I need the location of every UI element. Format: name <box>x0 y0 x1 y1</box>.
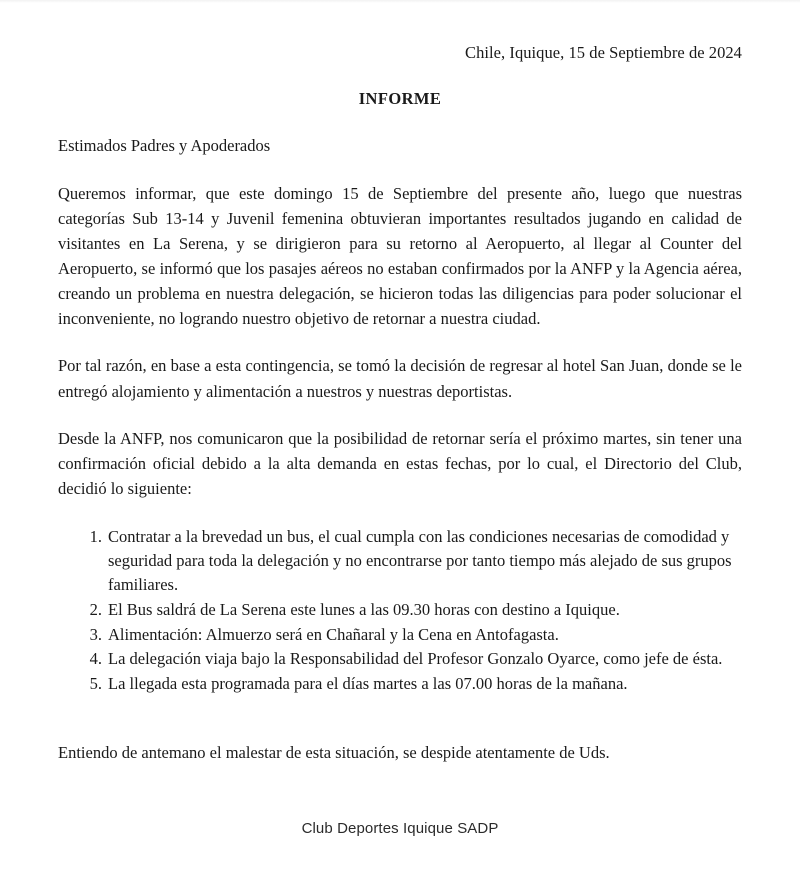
document-content <box>58 0 742 766</box>
list-item-text: La delegación viaja bajo la Responsabilidad del Profesor Gonzalo Oyarce, como jefe de ésta. <box>108 649 723 669</box>
closing-paragraph: Entiendo de antemano el malestar de esta situación, se despide atentamente de Uds. <box>58 743 610 763</box>
list-item <box>82 525 742 597</box>
list-item-text: Contratar a la brevedad un bus, el cual cumpla con las condiciones necesarias de comodidad y seguridad para toda la delegación y no encontrarse por tanto tiempo más alejado de sus grupos familiares. <box>108 526 732 594</box>
list-item <box>82 598 742 622</box>
page-title: INFORME <box>358 89 442 108</box>
list-item-number: 3. <box>89 624 102 644</box>
list-item-text: La llegada esta programada para el días martes a las 07.00 horas de la mañana. <box>108 674 628 694</box>
body-paragraph-3: Desde la ANFP, nos comunicaron que la posibilidad de retornar sería el próximo martes, sin tener una confirmación oficial debido a la alta demanda en estas fechas, por lo cual, el Directorio del Club, decidió lo siguiente: <box>58 428 742 498</box>
list-item <box>82 623 742 647</box>
body-paragraph-1: Queremos informar, que este domingo 15 de Septiembre del presente año, luego que nuestras categorías Sub 13-14 y Juvenil femenina obtuvieran importantes resultados jugando en calidad de visitantes en La Serena, y se dirigieron para su retorno al Aeropuerto, al llegar al Counter del Aeropuerto, se informó que los pasajes aéreos no estaban confirmados por la ANFP y la Agencia aérea, creando un problema en nuestra delegación, se hicieron todas las diligencias para poder solucionar el inconveniente, no logrando nuestro objetivo de retornar a nuestra ciudad. <box>58 184 742 329</box>
list-item-number: 4. <box>89 649 102 669</box>
list-item-text: El Bus saldrá de La Serena este lunes a las 09.30 horas con destino a Iquique. <box>108 599 620 619</box>
list-item-number: 1. <box>89 526 102 546</box>
document-footer: Club Deportes Iquique SADP <box>301 820 499 837</box>
list-item <box>82 672 742 696</box>
date-line: Chile, Iquique, 15 de Septiembre de 2024 <box>465 43 742 62</box>
numbered-list <box>82 525 742 696</box>
list-item <box>82 647 742 671</box>
list-item-text: Alimentación: Almuerzo será en Chañaral y la Cena en Antofagasta. <box>108 624 559 644</box>
body-paragraph-2: Por tal razón, en base a esta contingencia, se tomó la decisión de regresar al hotel San Juan, donde se le entregó alojamiento y alimentación a nuestros y nuestras deportistas. <box>58 356 742 401</box>
list-item-number: 2. <box>89 599 102 619</box>
list-item-number: 5. <box>89 674 102 694</box>
salutation: Estimados Padres y Apoderados <box>58 136 271 155</box>
